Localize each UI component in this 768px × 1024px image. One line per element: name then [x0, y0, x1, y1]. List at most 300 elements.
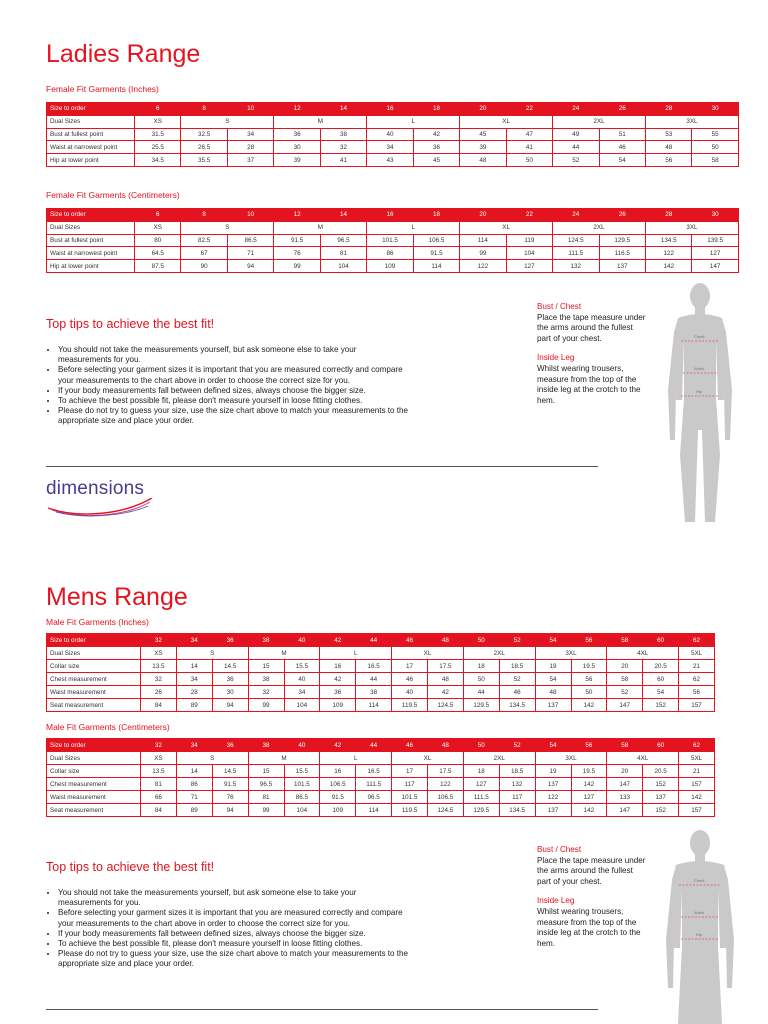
fig-hip-label: Hip: [696, 389, 703, 394]
size-header-cell: 46: [392, 739, 428, 752]
value-cell: 104: [284, 699, 320, 712]
dual-sizes-label: Dual Sizes: [47, 221, 135, 234]
value-cell: 46: [599, 141, 645, 154]
bust-chest-title: Bust / Chest: [537, 302, 582, 311]
table-row: [47, 234, 739, 247]
row-label: Bust at fullest point: [47, 234, 135, 247]
value-cell: 17.5: [428, 765, 464, 778]
dual-size-cell: XL: [460, 221, 553, 234]
value-cell: 32: [141, 673, 177, 686]
row-label: Waist measurement: [47, 686, 141, 699]
value-cell: 17: [392, 765, 428, 778]
table-row: [47, 128, 739, 141]
size-header-cell: 8: [181, 103, 227, 116]
value-cell: 47: [506, 128, 552, 141]
value-cell: 38: [356, 686, 392, 699]
value-cell: 48: [460, 154, 506, 167]
value-cell: 42: [413, 128, 459, 141]
value-cell: 30: [274, 141, 320, 154]
value-cell: 124.5: [428, 699, 464, 712]
value-cell: 152: [643, 804, 679, 817]
value-cell: 44: [356, 673, 392, 686]
value-cell: 142: [571, 804, 607, 817]
size-header-cell: 28: [645, 209, 691, 222]
mens-inches-table: [46, 633, 715, 712]
size-header-row: [47, 739, 715, 752]
dual-size-cell: XL: [460, 115, 553, 128]
size-header-cell: 46: [392, 634, 428, 647]
dual-size-cell: 3XL: [535, 752, 607, 765]
value-cell: 147: [692, 260, 738, 273]
value-cell: 15.5: [284, 765, 320, 778]
size-header-cell: 28: [645, 103, 691, 116]
table-row: [47, 660, 715, 673]
value-cell: 86.5: [227, 234, 273, 247]
size-header-cell: 40: [284, 739, 320, 752]
body-silhouette-icon: [660, 828, 740, 1024]
row-label: Collar size: [47, 660, 141, 673]
table-row: [47, 673, 715, 686]
dual-sizes-label: Dual Sizes: [47, 647, 141, 660]
value-cell: 50: [506, 154, 552, 167]
tip-item: • Before selecting your garment sizes it is important that you are measured correctly and compare your measurements to the chart above in order to choose the correct size for you.: [58, 365, 408, 385]
value-cell: 21: [679, 660, 715, 673]
size-header-cell: 62: [679, 634, 715, 647]
size-header-cell: 26: [599, 103, 645, 116]
value-cell: 52: [553, 154, 599, 167]
bust-chest-title: Bust / Chest: [537, 845, 582, 854]
value-cell: 99: [248, 699, 284, 712]
body-silhouette-icon: [660, 280, 740, 525]
size-header-row: [47, 634, 715, 647]
value-cell: 54: [535, 673, 571, 686]
value-cell: 38: [248, 673, 284, 686]
value-cell: 21: [679, 765, 715, 778]
size-header-cell: 26: [599, 209, 645, 222]
value-cell: 19.5: [571, 765, 607, 778]
value-cell: 36: [212, 673, 248, 686]
value-cell: 114: [413, 260, 459, 273]
value-cell: 56: [571, 673, 607, 686]
dual-sizes-label: Dual Sizes: [47, 752, 141, 765]
size-header-cell: 38: [248, 739, 284, 752]
value-cell: 62: [679, 673, 715, 686]
value-cell: 14.5: [212, 765, 248, 778]
value-cell: 15: [248, 765, 284, 778]
value-cell: 17: [392, 660, 428, 673]
value-cell: 28: [176, 686, 212, 699]
value-cell: 32: [320, 141, 366, 154]
value-cell: 94: [227, 260, 273, 273]
value-cell: 38: [320, 128, 366, 141]
mens-divider: [46, 1009, 598, 1010]
value-cell: 142: [571, 778, 607, 791]
value-cell: 30: [212, 686, 248, 699]
table-row: [47, 686, 715, 699]
inside-leg-text: Whilst wearing trousers, measure from the top of the inside leg at the crotch to the hem.: [537, 906, 641, 948]
value-cell: 40: [392, 686, 428, 699]
value-cell: 129.5: [599, 234, 645, 247]
inside-leg-title: Inside Leg: [537, 896, 575, 906]
value-cell: 41: [506, 141, 552, 154]
value-cell: 34: [227, 128, 273, 141]
size-header-cell: 36: [212, 739, 248, 752]
dual-size-cell: S: [176, 647, 248, 660]
value-cell: 81: [248, 791, 284, 804]
size-header-cell: 42: [320, 634, 356, 647]
dual-size-cell: S: [181, 115, 274, 128]
dual-size-cell: 2XL: [553, 115, 646, 128]
value-cell: 84: [141, 804, 177, 817]
value-cell: 14: [176, 660, 212, 673]
value-cell: 147: [607, 778, 643, 791]
size-header-cell: 18: [413, 209, 459, 222]
size-header-cell: 56: [571, 739, 607, 752]
value-cell: 18.5: [499, 660, 535, 673]
value-cell: 89: [176, 804, 212, 817]
value-cell: 137: [535, 778, 571, 791]
dual-size-cell: L: [367, 115, 460, 128]
size-header-cell: 14: [320, 209, 366, 222]
value-cell: 53: [645, 128, 691, 141]
ladies-inches-caption: Female Fit Garments (Inches): [46, 84, 159, 94]
size-header-cell: 20: [460, 103, 506, 116]
fig-waist-label: Waist: [694, 910, 704, 915]
value-cell: 80: [135, 234, 181, 247]
size-header-cell: 10: [227, 209, 273, 222]
size-header-cell: 62: [679, 739, 715, 752]
size-header-cell: 22: [506, 209, 552, 222]
value-cell: 142: [679, 791, 715, 804]
bust-chest-text: Place the tape measure under the arms around the fullest part of your chest.: [537, 855, 646, 886]
value-cell: 90: [181, 260, 227, 273]
value-cell: 157: [679, 778, 715, 791]
value-cell: 99: [248, 804, 284, 817]
size-header-cell: 16: [367, 103, 413, 116]
value-cell: 119: [506, 234, 552, 247]
value-cell: 45: [413, 154, 459, 167]
size-header-cell: 40: [284, 634, 320, 647]
size-header-cell: 32: [141, 634, 177, 647]
dual-size-cell: XS: [135, 221, 181, 234]
dual-size-cell: L: [320, 647, 392, 660]
mens-body-figure: [660, 828, 740, 1024]
value-cell: 89: [176, 699, 212, 712]
value-cell: 15: [248, 660, 284, 673]
size-header-cell: 48: [428, 634, 464, 647]
value-cell: 37: [227, 154, 273, 167]
value-cell: 76: [274, 247, 320, 260]
value-cell: 52: [499, 673, 535, 686]
value-cell: 76: [212, 791, 248, 804]
size-header-cell: 24: [553, 209, 599, 222]
value-cell: 50: [571, 686, 607, 699]
value-cell: 116.5: [599, 247, 645, 260]
tip-item: • If your body measurements fall between defined sizes, always choose the bigger size.: [58, 386, 408, 396]
value-cell: 48: [645, 141, 691, 154]
value-cell: 91.5: [413, 247, 459, 260]
dual-size-cell: XL: [392, 752, 464, 765]
size-header-cell: 56: [571, 634, 607, 647]
value-cell: 134.5: [499, 804, 535, 817]
size-header-cell: 18: [413, 103, 459, 116]
size-header-cell: 30: [692, 209, 738, 222]
value-cell: 114: [460, 234, 506, 247]
ladies-cm-caption: Female Fit Garments (Centimeters): [46, 190, 180, 200]
value-cell: 86: [367, 247, 413, 260]
size-header-cell: 6: [135, 209, 181, 222]
value-cell: 52: [607, 686, 643, 699]
value-cell: 54: [599, 154, 645, 167]
inside-leg-title: Inside Leg: [537, 353, 575, 363]
dual-size-cell: 5XL: [679, 647, 715, 660]
value-cell: 41: [320, 154, 366, 167]
value-cell: 106.5: [320, 778, 356, 791]
value-cell: 127: [692, 247, 738, 260]
value-cell: 117: [392, 778, 428, 791]
size-header-label: Size to order: [47, 103, 135, 116]
value-cell: 40: [367, 128, 413, 141]
table-row: [47, 154, 739, 167]
value-cell: 44: [463, 686, 499, 699]
value-cell: 32: [248, 686, 284, 699]
value-cell: 124.5: [553, 234, 599, 247]
value-cell: 48: [428, 673, 464, 686]
size-header-cell: 52: [499, 739, 535, 752]
mens-cm-table: [46, 738, 715, 817]
fig-hip-label: Hip: [696, 932, 703, 937]
ladies-inches-table: [46, 102, 739, 167]
value-cell: 157: [679, 699, 715, 712]
size-header-cell: 44: [356, 739, 392, 752]
size-header-cell: 34: [176, 634, 212, 647]
size-header-cell: 36: [212, 634, 248, 647]
size-header-cell: 6: [135, 103, 181, 116]
value-cell: 96.5: [356, 791, 392, 804]
value-cell: 147: [607, 804, 643, 817]
value-cell: 91.5: [274, 234, 320, 247]
dual-size-cell: 2XL: [553, 221, 646, 234]
bust-chest-text: Place the tape measure under the arms around the fullest part of your chest.: [537, 312, 646, 343]
dual-size-cell: M: [274, 115, 367, 128]
value-cell: 114: [356, 804, 392, 817]
size-header-cell: 58: [607, 739, 643, 752]
size-header-cell: 60: [643, 634, 679, 647]
value-cell: 56: [679, 686, 715, 699]
value-cell: 122: [645, 247, 691, 260]
logo-swoosh-icon: [46, 498, 156, 518]
dual-size-cell: S: [176, 752, 248, 765]
value-cell: 104: [320, 260, 366, 273]
dual-size-cell: XL: [392, 647, 464, 660]
size-header-label: Size to order: [47, 739, 141, 752]
value-cell: 54: [643, 686, 679, 699]
dual-size-cell: 3XL: [535, 647, 607, 660]
mens-inches-caption: Male Fit Garments (Inches): [46, 617, 149, 627]
value-cell: 71: [176, 791, 212, 804]
value-cell: 114: [356, 699, 392, 712]
row-label: Waist at narrowest point: [47, 247, 135, 260]
size-header-cell: 14: [320, 103, 366, 116]
value-cell: 16.5: [356, 660, 392, 673]
dual-size-cell: 3XL: [645, 115, 738, 128]
value-cell: 67: [181, 247, 227, 260]
ladies-range-title: Ladies Range: [46, 40, 201, 68]
value-cell: 20: [607, 765, 643, 778]
value-cell: 34: [284, 686, 320, 699]
table-row: [47, 247, 739, 260]
value-cell: 94: [212, 804, 248, 817]
value-cell: 94: [212, 699, 248, 712]
mens-measure-guide: [537, 845, 647, 949]
value-cell: 42: [428, 686, 464, 699]
value-cell: 111.5: [356, 778, 392, 791]
dual-size-cell: XS: [141, 647, 177, 660]
table-row: [47, 141, 739, 154]
value-cell: 20.5: [643, 765, 679, 778]
value-cell: 66: [141, 791, 177, 804]
tip-item: • Please do not try to guess your size, use the size chart above to match your measurements to the appropriate size and place your order.: [58, 406, 408, 426]
row-label: Chest measurement: [47, 778, 141, 791]
value-cell: 34: [176, 673, 212, 686]
row-label: Hip at lower point: [47, 260, 135, 273]
value-cell: 35.5: [181, 154, 227, 167]
table-row: [47, 699, 715, 712]
size-header-row: [47, 103, 739, 116]
value-cell: 132: [553, 260, 599, 273]
value-cell: 39: [274, 154, 320, 167]
ladies-tips-heading: Top tips to achieve the best fit!: [46, 317, 215, 331]
dual-size-cell: M: [274, 221, 367, 234]
value-cell: 36: [320, 686, 356, 699]
dimensions-logo: [46, 478, 156, 520]
value-cell: 124.5: [428, 804, 464, 817]
value-cell: 46: [392, 673, 428, 686]
row-label: Bust at fullest point: [47, 128, 135, 141]
value-cell: 101.5: [284, 778, 320, 791]
fig-waist-label: Waist: [694, 366, 704, 371]
value-cell: 122: [428, 778, 464, 791]
value-cell: 106.5: [428, 791, 464, 804]
tip-item: • To achieve the best possible fit, please don't measure yourself in loose fitting clothes.: [58, 939, 408, 949]
table-row: [47, 765, 715, 778]
value-cell: 20.5: [643, 660, 679, 673]
value-cell: 99: [274, 260, 320, 273]
value-cell: 87.5: [135, 260, 181, 273]
size-header-cell: 20: [460, 209, 506, 222]
value-cell: 58: [692, 154, 738, 167]
row-label: Hip at lower point: [47, 154, 135, 167]
value-cell: 40: [284, 673, 320, 686]
value-cell: 18.5: [499, 765, 535, 778]
value-cell: 101.5: [367, 234, 413, 247]
value-cell: 31.5: [135, 128, 181, 141]
row-label: Chest measurement: [47, 673, 141, 686]
table-row: [47, 791, 715, 804]
value-cell: 82.5: [181, 234, 227, 247]
value-cell: 14.5: [212, 660, 248, 673]
dual-size-cell: 4XL: [607, 752, 679, 765]
mens-tips-heading: Top tips to achieve the best fit!: [46, 860, 215, 874]
table-row: [47, 804, 715, 817]
value-cell: 43: [367, 154, 413, 167]
size-header-cell: 50: [463, 739, 499, 752]
value-cell: 34.5: [135, 154, 181, 167]
size-header-cell: 50: [463, 634, 499, 647]
tip-item: • If your body measurements fall between defined sizes, always choose the bigger size.: [58, 929, 408, 939]
size-header-cell: 12: [274, 103, 320, 116]
table-row: [47, 778, 715, 791]
size-header-cell: 52: [499, 634, 535, 647]
value-cell: 49: [553, 128, 599, 141]
size-header-cell: 24: [553, 103, 599, 116]
value-cell: 147: [607, 699, 643, 712]
size-header-cell: 54: [535, 739, 571, 752]
value-cell: 142: [571, 699, 607, 712]
dual-size-cell: L: [320, 752, 392, 765]
value-cell: 16: [320, 660, 356, 673]
size-header-label: Size to order: [47, 209, 135, 222]
value-cell: 96.5: [248, 778, 284, 791]
value-cell: 142: [645, 260, 691, 273]
value-cell: 13.5: [141, 660, 177, 673]
value-cell: 96.5: [320, 234, 366, 247]
size-header-cell: 60: [643, 739, 679, 752]
size-header-cell: 22: [506, 103, 552, 116]
value-cell: 139.5: [692, 234, 738, 247]
value-cell: 15.5: [284, 660, 320, 673]
size-header-cell: 58: [607, 634, 643, 647]
value-cell: 134.5: [645, 234, 691, 247]
value-cell: 137: [643, 791, 679, 804]
size-header-cell: 48: [428, 739, 464, 752]
value-cell: 16: [320, 765, 356, 778]
ladies-divider: [46, 466, 598, 467]
value-cell: 46: [499, 686, 535, 699]
value-cell: 56: [645, 154, 691, 167]
value-cell: 71: [227, 247, 273, 260]
size-header-cell: 32: [141, 739, 177, 752]
value-cell: 25.5: [135, 141, 181, 154]
dual-size-cell: 2XL: [463, 647, 535, 660]
value-cell: 99: [460, 247, 506, 260]
dual-size-cell: 5XL: [679, 752, 715, 765]
value-cell: 137: [599, 260, 645, 273]
dual-size-cell: M: [248, 647, 320, 660]
row-label: Collar size: [47, 765, 141, 778]
row-label: Waist measurement: [47, 791, 141, 804]
value-cell: 127: [506, 260, 552, 273]
dual-sizes-row: [47, 647, 715, 660]
size-header-cell: 44: [356, 634, 392, 647]
dual-sizes-row: [47, 221, 739, 234]
value-cell: 19: [535, 765, 571, 778]
logo-text: dimensions: [46, 478, 145, 499]
fig-chest-label: Chest: [694, 878, 705, 883]
value-cell: 60: [643, 673, 679, 686]
value-cell: 18: [463, 765, 499, 778]
value-cell: 91.5: [212, 778, 248, 791]
value-cell: 109: [367, 260, 413, 273]
fig-chest-label: Chest: [694, 334, 705, 339]
tip-item: • Please do not try to guess your size, use the size chart above to match your measurements to the appropriate size and place your order.: [58, 949, 408, 969]
table-row: [47, 260, 739, 273]
value-cell: 152: [643, 778, 679, 791]
value-cell: 58: [607, 673, 643, 686]
value-cell: 13.5: [141, 765, 177, 778]
value-cell: 42: [320, 673, 356, 686]
value-cell: 81: [141, 778, 177, 791]
